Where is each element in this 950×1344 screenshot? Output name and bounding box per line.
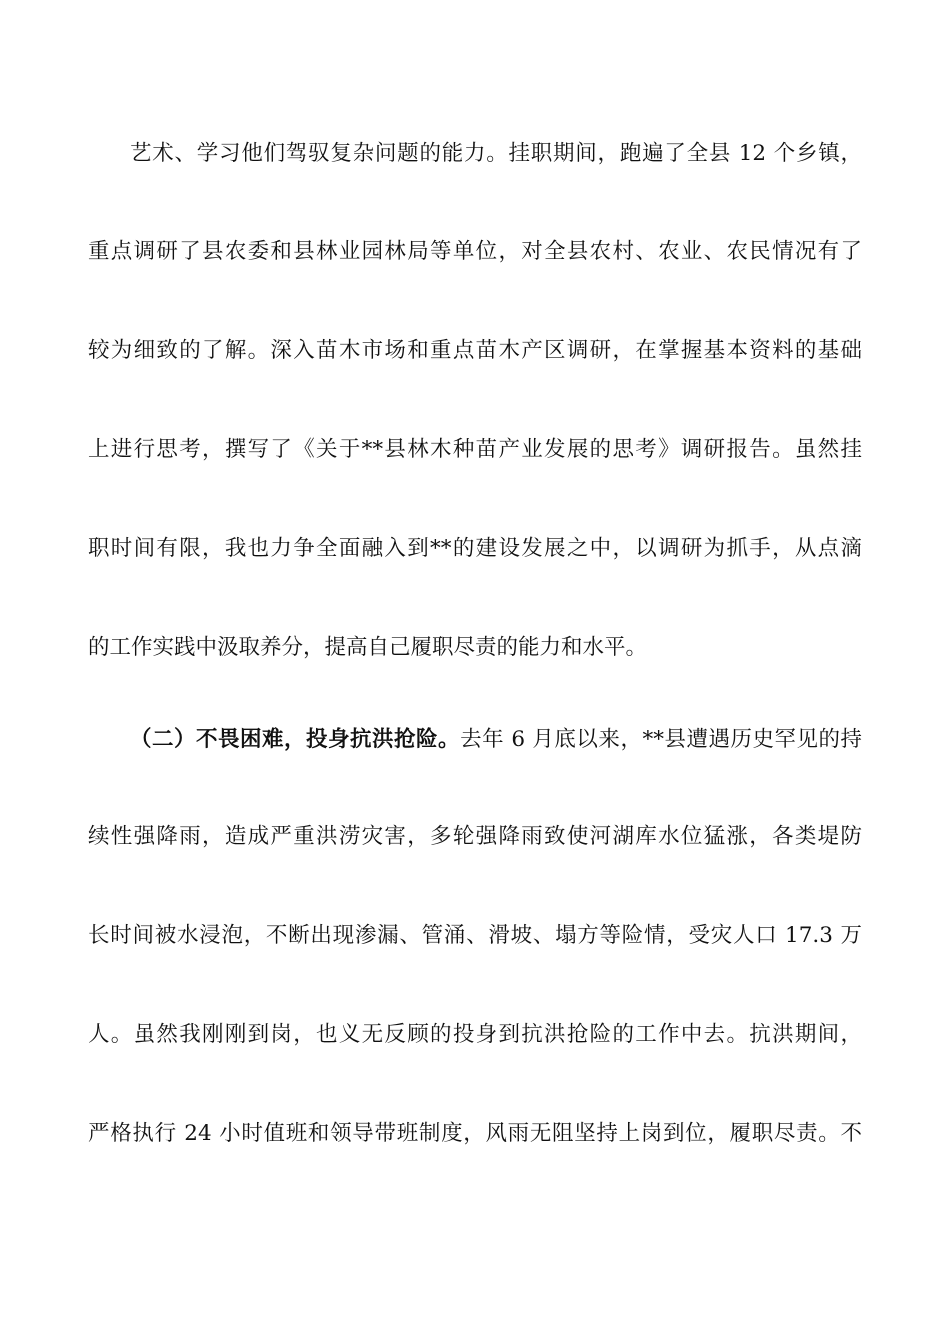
section-heading: （二）不畏困难，投身抗洪抢险。 xyxy=(130,727,461,752)
paragraph-line-10: 人。虽然我刚刚到岗，也义无反顾的投身到抗洪抢险的工作中去。抗洪期间， xyxy=(88,1022,862,1047)
paragraph-line-4: 上进行思考，撰写了《关于**县林木种苗产业发展的思考》调研报告。虽然挂 xyxy=(88,437,862,462)
paragraph-line-2: 重点调研了县农委和县林业园林局等单位，对全县农村、农业、农民情况有了 xyxy=(88,239,862,264)
paragraph-line-11: 严格执行 24 小时值班和领导带班制度，风雨无阻坚持上岗到位，履职尽责。不 xyxy=(88,1121,862,1146)
paragraph-line-8: 续性强降雨，造成严重洪涝灾害，多轮强降雨致使河湖库水位猛涨，各类堤防 xyxy=(88,824,862,849)
paragraph-line-1: 艺术、学习他们驾驭复杂问题的能力。挂职期间，跑遍了全县 12 个乡镇， xyxy=(130,141,862,166)
paragraph-line-3: 较为细致的了解。深入苗木市场和重点苗木产区调研，在掌握基本资料的基础 xyxy=(88,338,862,363)
section-heading-line xyxy=(130,726,862,754)
section-heading-continuation: 去年 6 月底以来，**县遭遇历史罕见的持 xyxy=(460,727,862,752)
paragraph-line-5: 职时间有限，我也力争全面融入到**的建设发展之中，以调研为抓手，从点滴 xyxy=(88,536,862,561)
paragraph-line-6: 的工作实践中汲取养分，提高自己履职尽责的能力和水平。 xyxy=(88,635,648,660)
paragraph-line-9: 长时间被水浸泡，不断出现渗漏、管涌、滑坡、塌方等险情，受灾人口 17.3 万 xyxy=(88,923,862,948)
